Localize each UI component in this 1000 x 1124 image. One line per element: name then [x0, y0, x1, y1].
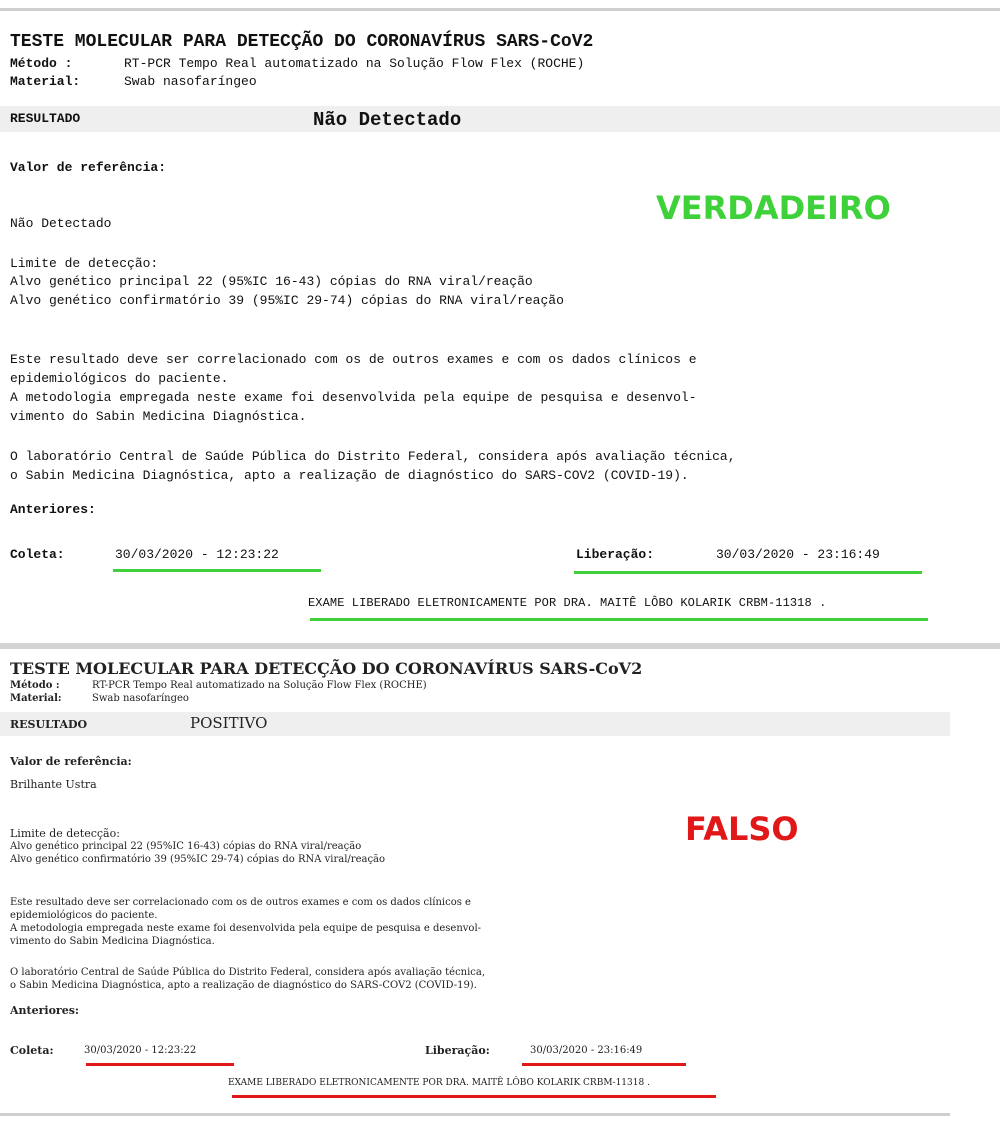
signature-underline [310, 618, 928, 621]
release-label: Liberação: [576, 547, 655, 562]
method-value: RT-PCR Tempo Real automatizado na Solução Flow Flex (ROCHE) [92, 680, 427, 691]
result-value: POSITIVO [190, 714, 268, 732]
reference-value: Brilhante Ustra [10, 778, 97, 791]
result-label: RESULTADO [10, 111, 81, 126]
material-label: Material: [10, 74, 81, 89]
release-value: 30/03/2020 - 23:16:49 [530, 1045, 643, 1056]
collection-label: Coleta: [10, 547, 65, 562]
signature-underline [232, 1095, 716, 1098]
note-line-3: A metodologia empregada neste exame foi desenvolvida pela equipe de pesquisa e desenvol- [10, 923, 482, 934]
method-label: Método : [10, 56, 73, 71]
release-label: Liberação: [425, 1044, 490, 1057]
lab-line-2: o Sabin Medicina Diagnóstica, apto a realização de diagnóstico do SARS-COV2 (COVID-19). [10, 980, 477, 991]
note-line-1: Este resultado deve ser correlacionado com os de outros exames e com os dados clínicos e [10, 897, 471, 908]
limit-label: Limite de detecção: [10, 256, 159, 271]
material-value: Swab nasofaríngeo [124, 74, 257, 89]
limit-line-2: Alvo genético confirmatório 39 (95%IC 29-74) cópias do RNA viral/reação [10, 854, 386, 865]
report-title: TESTE MOLECULAR PARA DETECÇÃO DO CORONAVÍRUS SARS-CoV2 [10, 32, 594, 52]
result-value: Não Detectado [313, 109, 462, 131]
report-title: TESTE MOLECULAR PARA DETECÇÃO DO CORONAVÍRUS SARS-CoV2 [10, 659, 643, 678]
reference-label: Valor de referência: [10, 755, 132, 768]
release-underline [522, 1063, 686, 1066]
collection-underline [86, 1063, 234, 1066]
note-line-3: A metodologia empregada neste exame foi desenvolvida pela equipe de pesquisa e desenvol- [10, 390, 697, 405]
limit-label: Limite de detecção: [10, 827, 120, 840]
method-label: Método : [10, 680, 60, 691]
bottom-divider [0, 1113, 950, 1116]
collection-value: 30/03/2020 - 12:23:22 [84, 1045, 197, 1056]
note-line-1: Este resultado deve ser correlacionado com os de outros exames e com os dados clínicos e [10, 352, 697, 367]
stamp-falso: FALSO [685, 810, 799, 848]
lab-line-2: o Sabin Medicina Diagnóstica, apto a realização de diagnóstico do SARS-COV2 (COVID-19). [10, 468, 689, 483]
panel-divider [0, 643, 1000, 649]
lab-line-1: O laboratório Central de Saúde Pública do Distrito Federal, considera após avaliação técnica, [10, 967, 486, 978]
note-line-4: vimento do Sabin Medicina Diagnóstica. [10, 409, 307, 424]
collection-value: 30/03/2020 - 12:23:22 [115, 547, 279, 562]
lab-line-1: O laboratório Central de Saúde Pública do Distrito Federal, considera após avaliação técnica, [10, 449, 736, 464]
result-bar [0, 106, 1000, 132]
note-line-2: epidemiológicos do paciente. [10, 371, 229, 386]
reference-label: Valor de referência: [10, 160, 167, 175]
result-label: RESULTADO [10, 718, 88, 731]
reference-value: Não Detectado [10, 216, 112, 231]
previous-label: Anteriores: [10, 1004, 79, 1017]
collection-underline [113, 569, 321, 572]
top-divider [0, 8, 1000, 11]
material-label: Material: [10, 693, 62, 704]
limit-line-1: Alvo genético principal 22 (95%IC 16-43) cópias do RNA viral/reação [10, 274, 533, 289]
release-underline [574, 571, 922, 574]
previous-label: Anteriores: [10, 502, 96, 517]
limit-line-2: Alvo genético confirmatório 39 (95%IC 29-74) cópias do RNA viral/reação [10, 293, 564, 308]
collection-label: Coleta: [10, 1044, 54, 1057]
material-value: Swab nasofaríngeo [92, 693, 189, 704]
method-value: RT-PCR Tempo Real automatizado na Solução Flow Flex (ROCHE) [124, 56, 585, 71]
signature-line: EXAME LIBERADO ELETRONICAMENTE POR DRA. MAITÊ LÔBO KOLARIK CRBM-11318 . [308, 596, 827, 610]
release-value: 30/03/2020 - 23:16:49 [716, 547, 880, 562]
result-bar [0, 712, 950, 736]
stamp-verdadeiro: VERDADEIRO [656, 189, 891, 227]
signature-line: EXAME LIBERADO ELETRONICAMENTE POR DRA. MAITÊ LÔBO KOLARIK CRBM-11318 . [228, 1078, 650, 1088]
note-line-4: vimento do Sabin Medicina Diagnóstica. [10, 936, 215, 947]
note-line-2: epidemiológicos do paciente. [10, 910, 158, 921]
limit-line-1: Alvo genético principal 22 (95%IC 16-43) cópias do RNA viral/reação [10, 841, 362, 852]
